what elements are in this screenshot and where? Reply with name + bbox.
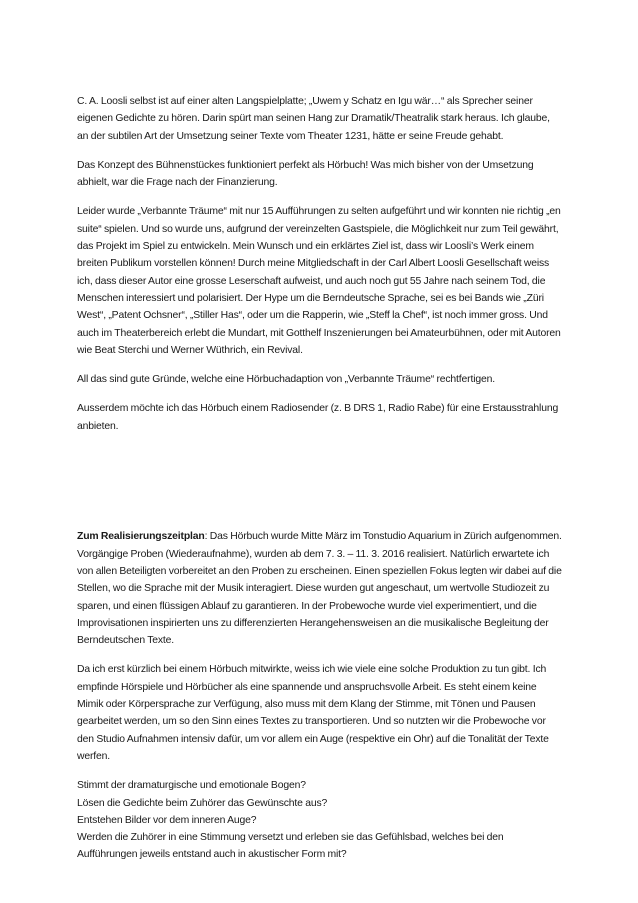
realisierung-heading: Zum Realisierungszeitplan: [77, 531, 205, 543]
paragraph-concept: Das Konzept des Bühnenstückes funktioniert perfekt als Hörbuch! Was mich bisher von der Umsetzung abhielt, war die Frage nach der Finanzierung.: [77, 159, 534, 189]
question-item: Werden die Zuhörer in eine Stimmung versetzt und erleben sie das Gefühlsbad, welches bei den Aufführungen jeweils entstand auch in akustischer Form mit?: [77, 832, 504, 861]
paragraph-hoerbuch-arbeit: Da ich erst kürzlich bei einem Hörbuch mitwirkte, weiss ich wie viele eine solche Produktion zu tun gibt. Ich empfinde Hörspiele und Hörbücher als eine spannende und anspruchsvolle Arbeit. Es steht einem keine Mimik oder Körpersprache zur Verfügung, also muss mit dem Klang der Stimme, mit Tönen und Pausen gearbeitet werden, um so den Sinn eines Textes zu transportieren. Und so nutzten wir die Probewoche vor den Studio Aufnahmen intensiv dafür, um vor allem ein Auge (respektive ein Ohr) auf die Tonalität der Texte werfen.: [77, 664, 549, 762]
paragraph-reasons: All das sind gute Gründe, welche eine Hörbuchadaption von „Verbannte Träume“ rechtfertigen.: [77, 374, 495, 386]
blank-gap: [77, 447, 563, 511]
paragraph-loosli-recording: C. A. Loosli selbst ist auf einer alten Langspielplatte; „Uwem y Schatz en Igu wär…“ als Sprecher seiner eigenen Gedichte zu hören. Darin spürt man seinen Hang zur Dramatik/Theatralik stark heraus. Ich glaube, an der subtilen Art der Umsetzung seiner Texte vom Theater 1231, hätte er seine Freude gehabt.: [77, 96, 550, 142]
realisierung-text: : Das Hörbuch wurde Mitte März im Tonstudio Aquarium in Zürich aufgenommen. Vorgängige Proben (Wiederaufnahme), wurden ab dem 7. 3. – 11. 3. 2016 realisiert. Natürlich erwartete ich von allen Beteiligten vorbereitet an den Proben zu erscheinen. Einen speziellen Fokus legten wir dabei auf die Stellen, wo die Sprache mit der Musik interagiert. Diese wurden gut angeschaut, um wertvolle Studiozeit zu sparen, und einen flüssigen Ablauf zu garantieren. In der Probewoche wurde viel experimentiert, und die Improvisationen inspirierten uns zu differenzierten Herangehensweisen an die musikalische Begleitung der Berndeutschen Texte.: [77, 531, 562, 647]
question-item: Lösen die Gedichte beim Zuhörer das Gewünschte aus?: [77, 797, 328, 809]
question-list: [77, 777, 563, 863]
paragraph-performances: Leider wurde „Verbannte Träume“ mit nur 15 Aufführungen zu selten aufgeführt und wir konnten nie richtig „en suite“ spielen. Und so wurde uns, aufgrund der vereinzelten Gastspiele, die Möglichkeit nur zum Teil gewährt, das Projekt im Spiel zu entwickeln. Mein Wunsch und ein erklärtes Ziel ist, dass wir Loosli’s Werk einem breiten Publikum vorstellen können! Durch meine Mitgliedschaft in der Carl Albert Loosli Gesellschaft weiss ich, dass dieser Autor eine grosse Leserschaft aufweist, und auch noch gut 55 Jahre nach seinem Tod, die Menschen interessiert und polarisiert. Der Hype um die Berndeutsche Sprache, sei es bei Bands wie „Züri West“, „Patent Ochsner“, „Stiller Has“, oder um die Rapperin, wie „Steff la Chef“, ist noch immer gross. Und auch im Theaterbereich erlebt die Mundart, mit Gotthelf Inszenierungen bei Amateurbühnen, oder mit Autoren wie Beat Sterchi und Werner Wüthrich, ein Revival.: [77, 206, 561, 356]
paragraph-realisierung: [77, 511, 563, 649]
question-item: Entstehen Bilder vor dem inneren Auge?: [77, 814, 257, 826]
question-item: Stimmt der dramaturgische und emotionale Bogen?: [77, 780, 306, 792]
paragraph-radio: Ausserdem möchte ich das Hörbuch einem Radiosender (z. B DRS 1, Radio Rabe) für eine Erstausstrahlung anbieten.: [77, 403, 559, 432]
document-body: [77, 93, 563, 864]
